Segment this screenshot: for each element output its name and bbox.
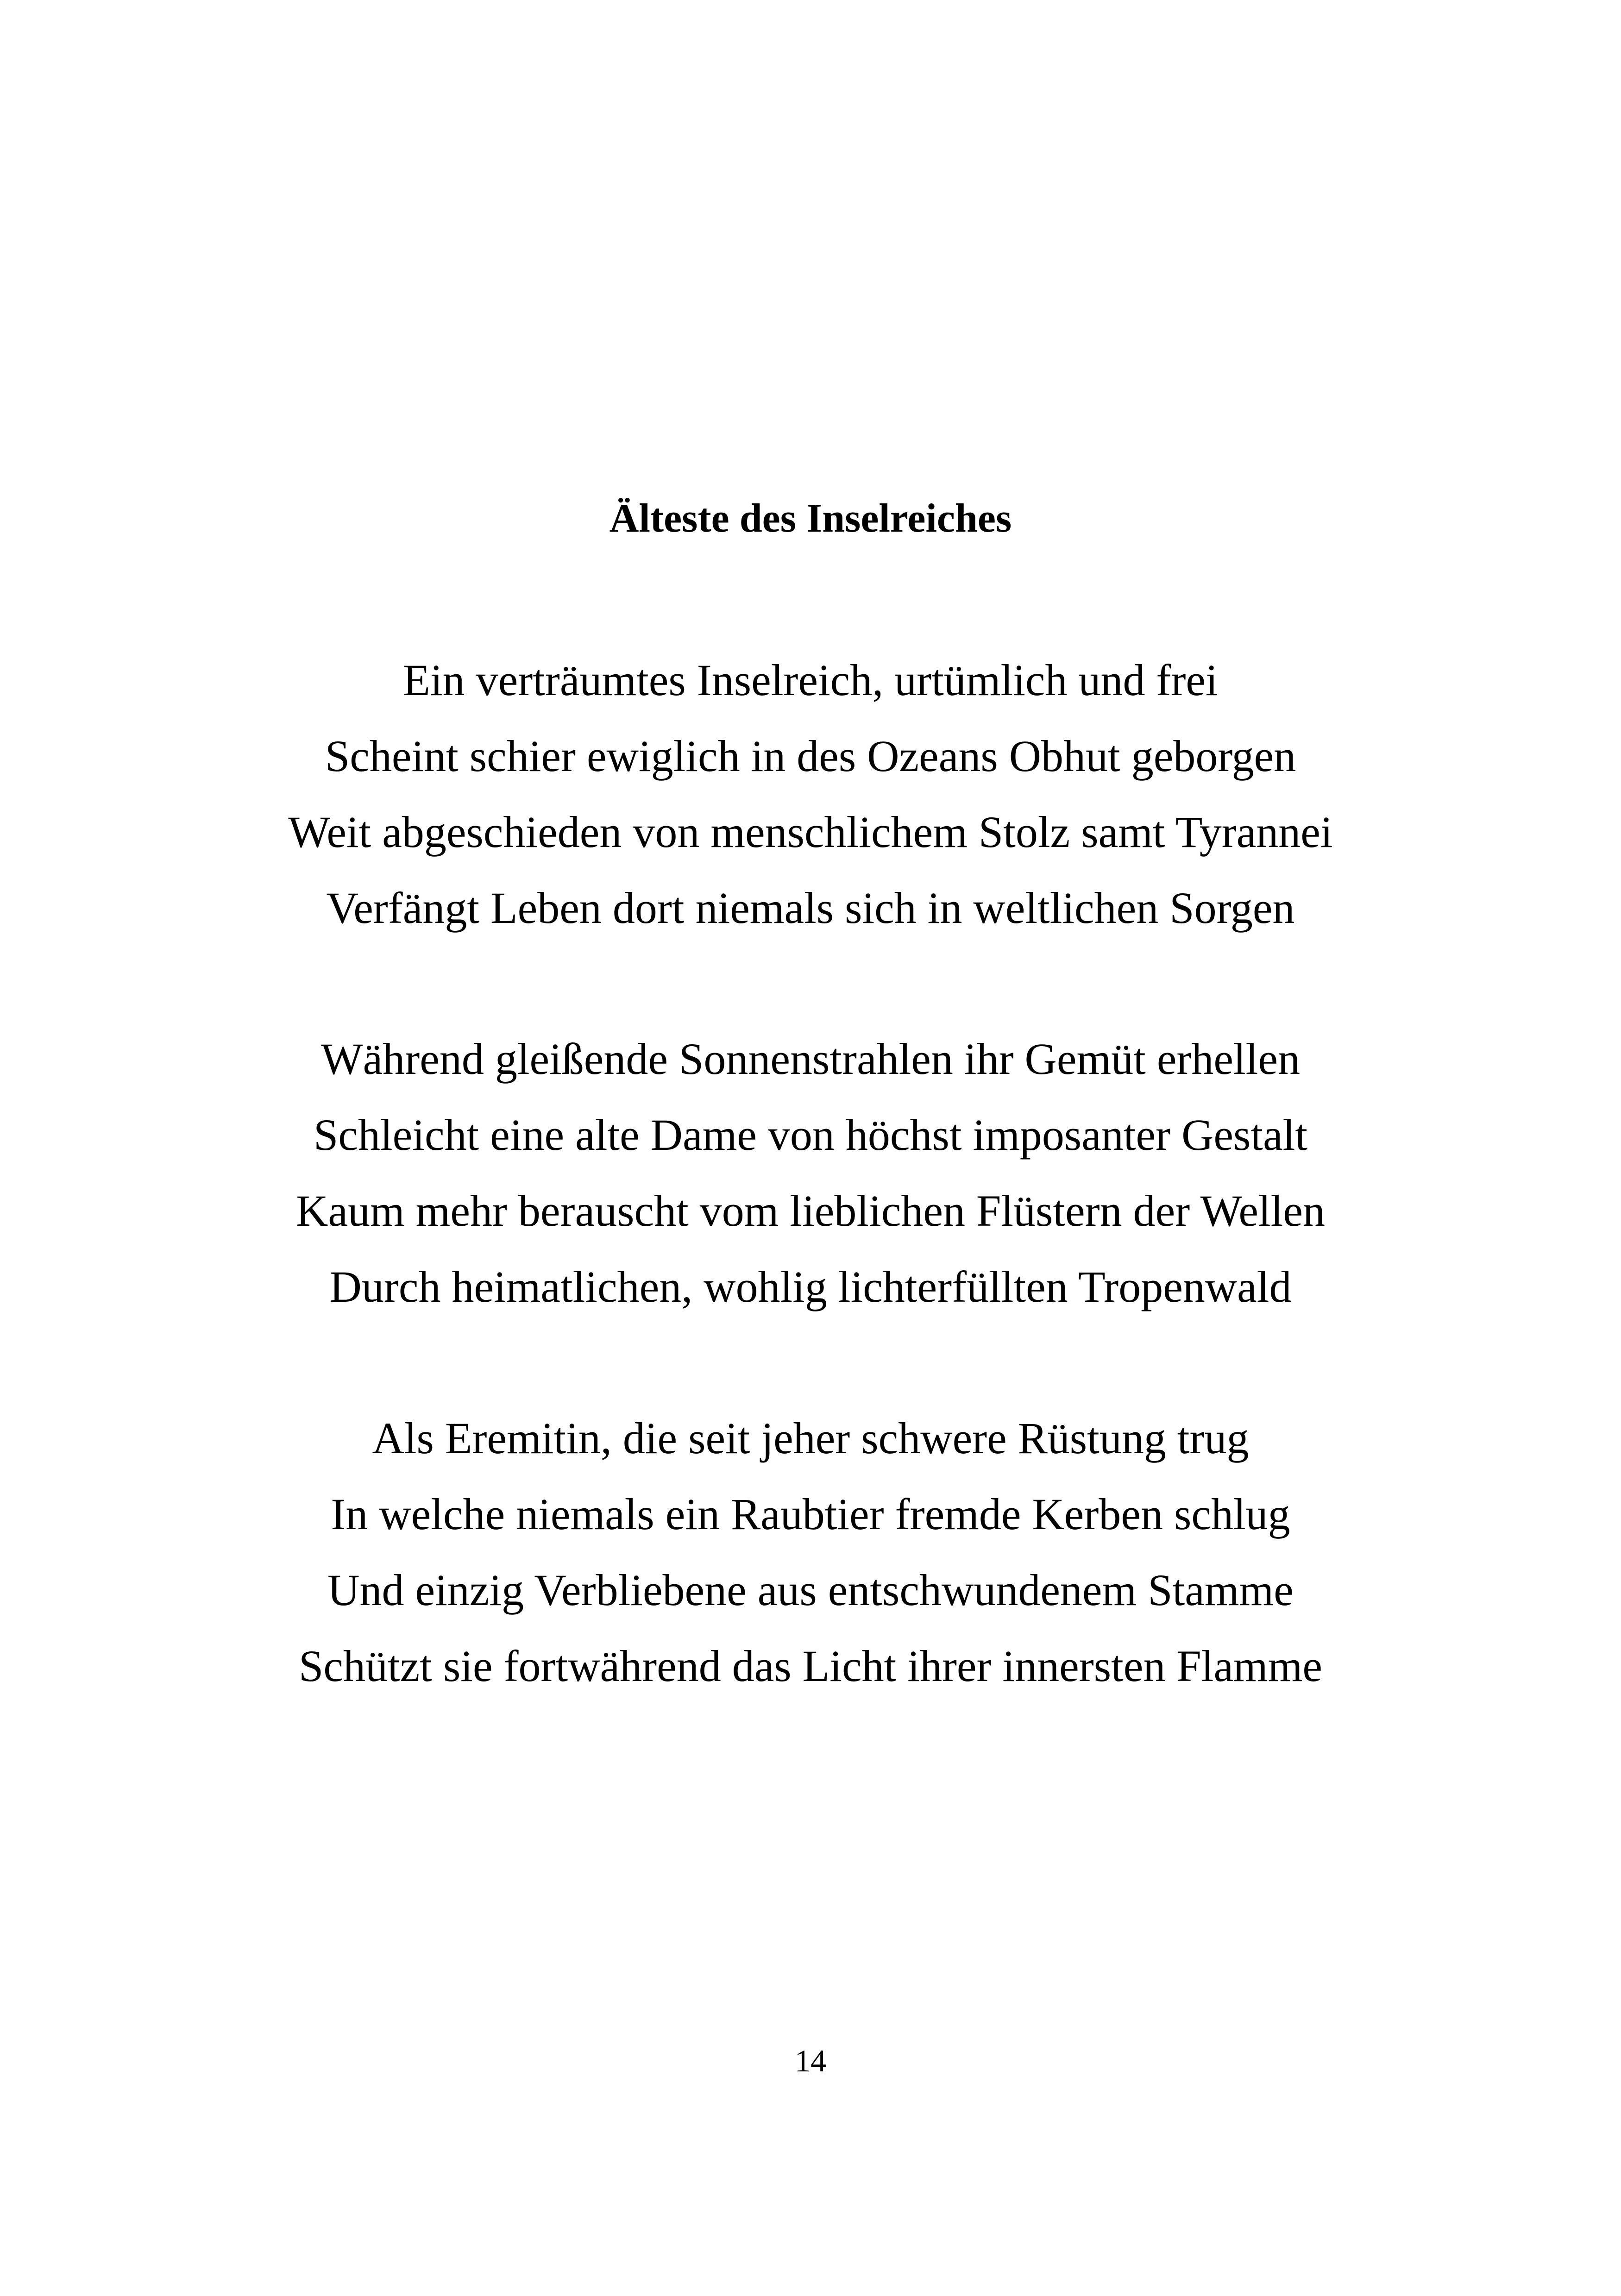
poem-title: Älteste des Inselreiches [609, 496, 1012, 541]
stanza-1 [0, 642, 1621, 946]
verse-line: Scheint schier ewiglich in des Ozeans Obhut geborgen [325, 731, 1296, 781]
stanza-2 [0, 1021, 1621, 1325]
verse-line: Verfängt Leben dort niemals sich in weltlichen Sorgen [326, 883, 1295, 933]
verse-line: In welche niemals ein Raubtier fremde Kerben schlug [331, 1489, 1290, 1539]
verse-line: Ein verträumtes Inselreich, urtümlich und frei [403, 655, 1218, 705]
verse-line: Durch heimatlichen, wohlig lichterfüllten Tropenwald [329, 1262, 1292, 1311]
page-number: 14 [795, 2043, 826, 2078]
verse-line: Und einzig Verbliebene aus entschwundenem Stamme [327, 1565, 1294, 1615]
verse-line: Während gleißende Sonnenstrahlen ihr Gemüt erhellen [321, 1034, 1300, 1084]
verse-line: Schützt sie fortwährend das Licht ihrer innersten Flamme [298, 1641, 1322, 1691]
verse-line: Schleicht eine alte Dame von höchst imposanter Gestalt [313, 1110, 1308, 1160]
stanza-3 [0, 1400, 1621, 1704]
verse-line: Weit abgeschieden von menschlichem Stolz samt Tyrannei [288, 807, 1333, 857]
verse-line: Kaum mehr berauscht vom lieblichen Flüstern der Wellen [296, 1186, 1325, 1236]
verse-line: Als Eremitin, die seit jeher schwere Rüstung trug [372, 1413, 1249, 1463]
